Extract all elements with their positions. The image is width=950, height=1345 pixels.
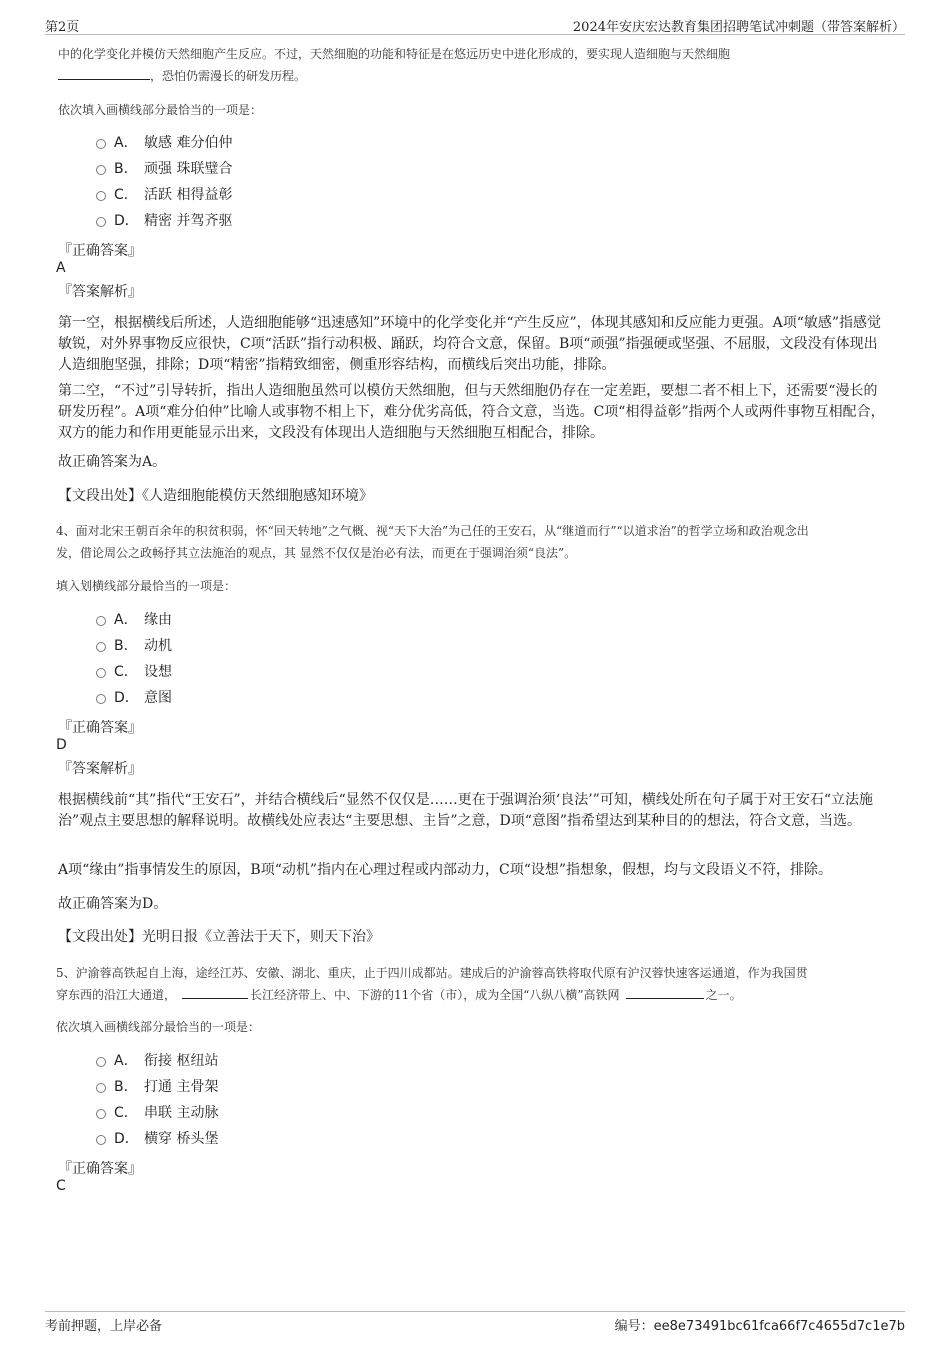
q4-option-d[interactable]: D． 意图: [96, 688, 172, 708]
q4-answer-label: 『正确答案』: [58, 720, 142, 736]
q5-option-b[interactable]: B． 打通 主骨架: [96, 1077, 218, 1097]
q4-stem-line1: 4、面对北宋王朝百余年的积贫积弱，怀“回天转地”之气概、视“天下大治”为己任的王安石，从“继道而行”“以道求治”的哲学立场和政治观念出: [56, 524, 809, 538]
q5-blank-1: [182, 984, 248, 999]
q4-stem-line2: 发，借论周公之政畅抒其立法施治的观点，其 显然不仅仅是治必有法，而更在于强调治须“良法”。: [56, 546, 577, 560]
q3-stem: [58, 43, 898, 87]
q4-analysis-p3: 故正确答案为D。: [58, 896, 168, 912]
radio-icon[interactable]: [96, 139, 106, 149]
footer-slogan: 考前押题，上岸必备: [45, 1319, 163, 1334]
radio-icon[interactable]: [96, 1109, 106, 1119]
q4-analysis-label: 『答案解析』: [58, 761, 142, 777]
q5-answer: C: [56, 1178, 66, 1194]
radio-icon[interactable]: [96, 1057, 106, 1067]
q5-prompt: 依次填入画横线部分最恰当的一项是：: [56, 1020, 261, 1034]
page-footer: [45, 1311, 905, 1334]
q3-stem-line2: ，恐怕仍需漫长的研发历程。: [58, 65, 898, 87]
radio-icon[interactable]: [96, 165, 106, 175]
document-title: 2024年安庆宏达教育集团招聘笔试冲刺题（带答案解析）: [572, 20, 905, 35]
q5-option-a[interactable]: A． 衔接 枢纽站: [96, 1051, 218, 1071]
q5-blank-2: [626, 984, 704, 999]
document-code: 编号：ee8e73491bc61fca66f7c4655d7c1e7b: [614, 1319, 905, 1334]
q4-option-b[interactable]: B． 动机: [96, 636, 172, 656]
q5-option-c[interactable]: C． 串联 主动脉: [96, 1103, 218, 1123]
q3-option-a[interactable]: A． 敏感 难分伯仲: [96, 133, 232, 153]
radio-icon[interactable]: [96, 191, 106, 201]
q4-option-c[interactable]: C． 设想: [96, 662, 172, 682]
q5-answer-label: 『正确答案』: [58, 1161, 142, 1177]
q5-option-d[interactable]: D． 横穿 桥头堡: [96, 1129, 218, 1149]
radio-icon[interactable]: [96, 668, 106, 678]
q4-prompt: 填入划横线部分最恰当的一项是：: [56, 579, 237, 593]
q3-analysis-label: 『答案解析』: [58, 284, 142, 300]
page-number: 第2页: [45, 20, 80, 35]
q4-source: 【文段出处】光明日报《立善法于天下，则天下治》: [58, 929, 380, 945]
q3-option-c[interactable]: C． 活跃 相得益彰: [96, 185, 232, 205]
q4-stem: [56, 520, 901, 564]
page-header: [45, 14, 905, 35]
q5-stem-line2: 穿东西的沿江大通道， 长江经济带上、中、下游的11个省（市），成为全国“八纵八横”高铁网 之一。: [56, 984, 904, 1006]
radio-icon[interactable]: [96, 217, 106, 227]
radio-icon[interactable]: [96, 1083, 106, 1093]
q3-answer: A: [56, 260, 66, 276]
q3-prompt: 依次填入画横线部分最恰当的一项是：: [58, 103, 263, 117]
radio-icon[interactable]: [96, 642, 106, 652]
q4-option-a[interactable]: A． 缘由: [96, 610, 172, 630]
radio-icon[interactable]: [96, 694, 106, 704]
q3-source: 【文段出处】《人造细胞能模仿天然细胞感知环境》: [58, 488, 373, 504]
q5-stem-line1: 5、沪渝蓉高铁起自上海，途经江苏、安徽、湖北、重庆，止于四川成都站。建成后的沪渝蓉高铁将取代原有沪汉蓉快速客运通道，作为我国贯: [56, 966, 808, 980]
q3-analysis-p1: 第一空，根据横线后所述，人造细胞能够“迅速感知”环境中的化学变化并“产生反应”，体现其感知和反应能力更强。A项“敏感”指感觉敏锐，对外界事物反应很快，C项“活跃”指行动积极、踊跃，均符合文意，保留。B项“顽强”指强硬或坚强、不屈服，文段没有体现出人造细胞坚强，排除；D项“精密”指精致细密，侧重形容结构，而横线后突出功能，排除。: [58, 315, 882, 373]
q5-stem: [56, 962, 904, 1006]
q3-answer-label: 『正确答案』: [58, 243, 142, 259]
q3-stem-line1: 中的化学变化并模仿天然细胞产生反应。不过，天然细胞的功能和特征是在悠远历史中进化形成的，要实现人造细胞与天然细胞: [58, 47, 731, 61]
q3-analysis-p2: 第二空，“不过”引导转折，指出人造细胞虽然可以模仿天然细胞，但与天然细胞仍存在一定差距，要想二者不相上下，还需要“漫长的研发历程”。A项“难分伯仲”比喻人或事物不相上下，难分优劣高低，符合文意，当选。C项“相得益彰”指两个人或两件事物互相配合，双方的能力和作用更能显示出来，文段没有体现出人造细胞与天然细胞互相配合，排除。: [58, 383, 885, 441]
q4-analysis-p1: 根据横线前“其”指代“王安石”，并结合横线后“显然不仅仅是……更在于强调治须‘良法’”可知，横线处所在句子属于对王安石“立法施治”观点主要思想的解释说明。故横线处应表达“主要思想、主旨”之意，D项“意图”指希望达到某种目的的想法，符合文意，当选。: [58, 792, 873, 829]
q4-answer: D: [56, 737, 67, 753]
q3-blank: [58, 65, 150, 80]
radio-icon[interactable]: [96, 616, 106, 626]
radio-icon[interactable]: [96, 1135, 106, 1145]
q3-option-d[interactable]: D． 精密 并驾齐驱: [96, 211, 232, 231]
q3-option-b[interactable]: B． 顽强 珠联璧合: [96, 159, 232, 179]
q4-analysis-p2: A项“缘由”指事情发生的原因，B项“动机”指内在心理过程或内部动力，C项“设想”指想象，假想，均与文段语义不符，排除。: [58, 862, 833, 878]
q3-analysis-p3: 故正确答案为A。: [58, 454, 167, 470]
